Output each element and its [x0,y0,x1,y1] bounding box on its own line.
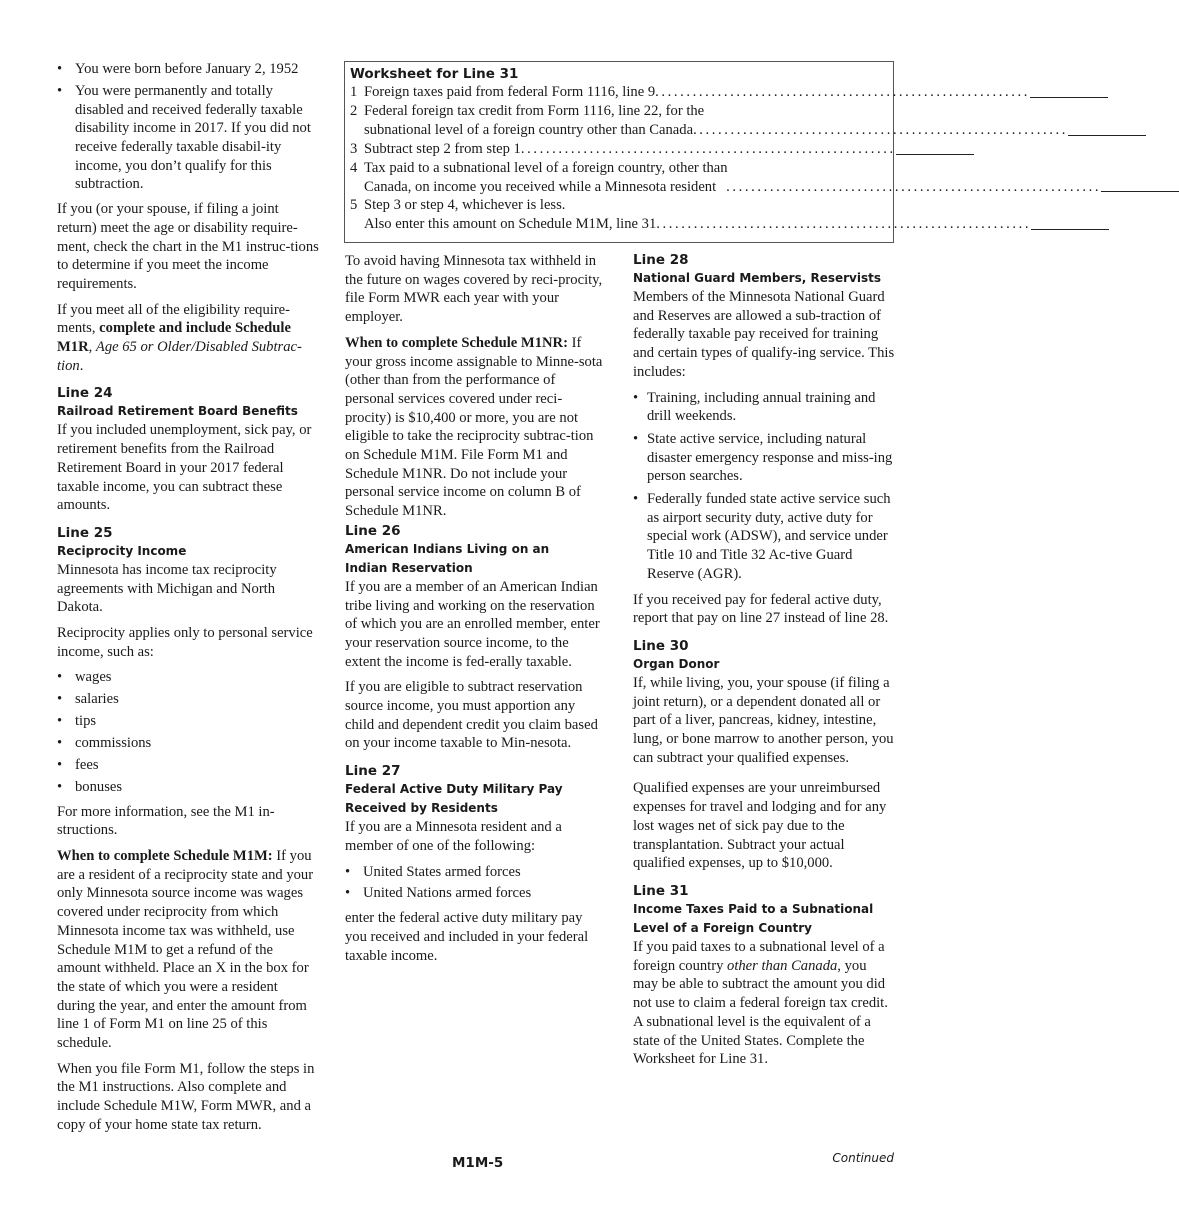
worksheet-entry-4[interactable] [1101,177,1179,192]
list-item: • You were born before January 2, 1952 [57,60,319,79]
service-list [633,389,895,584]
line-31-subheading-2: Level of a Foreign Country [633,920,813,935]
list-item: • United States armed forces [345,863,607,882]
worksheet-line-31 [344,61,1102,243]
m1m-paragraph: When to complete Schedule M1M: If you are a resident of a reciprocity state and your only Minnesota source income was wages covered under reciprocity from which Minnesota income tax was withheld, use Schedule M1M to get a refund of the amount withheld. Place an X in the box for the state of which you were a resident during the year, and enter the amount from line 1 of Form M1 on line 25 of this schedule. [57,848,314,1052]
column-3 [633,252,895,1076]
line-25-paragraph-2: Reciprocity applies only to personal service income, such as: [57,625,313,660]
worksheet-entry-3[interactable] [896,140,974,155]
list-item: • commissions [57,734,319,753]
line-28-paragraph: Members of the Minnesota National Guard and Reserves are allowed a sub-traction of federally taxable pay received for training and certain types of qualify-ing service. This includes: [633,289,895,380]
line-30-paragraph-2: Qualified expenses are your unreimbursed expenses for travel and lodging and for any lost wages net of sick pay due to the transplantation. Subtract your actual qualified expenses, up to $10,000. [633,780,887,872]
list-item: • bonuses [57,778,319,797]
line-27-subheading: Federal Active Duty Military Pay [345,782,563,797]
age-disability-paragraph: If you (or your spouse, if filing a joint return) meet the age or disability require-ment, check the chart in the M1 instruc-tions to determine if you meet the income requirements. [57,201,319,292]
line-28-heading: Line 28 [633,252,689,268]
file-m1-paragraph: When you file Form M1, follow the steps in the M1 instructions. Also complete and include Schedule M1W, Form MWR, and a copy of your home state tax return. [57,1060,315,1133]
line-30-paragraph: If, while living, you, your spouse (if filing a joint return), or a dependent donated all or part of a liver, pancreas, kidney, intestine, lung, or bone marrow to another person, you can subtract your qualified expenses. [633,674,894,766]
line-25-heading: Line 25 [57,524,113,541]
list-item: • fees [57,756,319,775]
continued-label: Continued [832,1151,894,1165]
income-list [57,668,319,796]
line-26-subheading: American Indians Living on an [345,541,550,556]
line-31-subheading: Income Taxes Paid to a Subnational [633,901,874,916]
line-26-paragraph-2: If you are eligible to subtract reservation source income, you must apportion any child and dependent credit you claim based on your income taxable to Min-nesota. [345,679,598,752]
list-item: • tips [57,712,319,731]
line-28-paragraph-2: If you received pay for federal active duty, report that pay on line 27 instead of line 28. [633,591,889,627]
worksheet-entry-5[interactable] [1031,215,1109,230]
line-26-heading: Line 26 [345,522,401,539]
list-item: • salaries [57,690,319,709]
column-1 [57,60,319,1142]
worksheet-line-5: 5 Step 3 or step 4, whichever is less. [350,197,566,214]
line-30-heading: Line 30 [633,637,689,654]
line-24-subheading: Railroad Retirement Board Benefits [57,404,298,419]
line-25-subheading: Reciprocity Income [57,543,187,558]
page-number: M1M-5 [452,1155,504,1171]
line-28-subheading: National Guard Members, Reservists [633,271,881,285]
list-item: • United Nations armed forces [345,884,607,903]
line-26-paragraph: If you are a member of an American Indian tribe living and working on the reservation of which you are an enrolled member, enter your reservation source income, to the extent the income is fed-erally taxable. [345,578,600,670]
eligibility-paragraph: If you meet all of the eligibility require-ments, complete and include Schedule M1R, Age 65 or Older/Disabled Subtrac-tion. [57,301,302,374]
eligibility-list [57,60,319,194]
worksheet-line-4b: Canada, on income you received while a Minnesota resident ............................................................ [350,177,887,196]
line-27-subheading-2: Received by Residents [345,801,498,816]
line-25-paragraph: Minnesota has income tax reciprocity agreements with Michigan and North Dakota. [57,561,277,616]
line-31-paragraph: If you paid taxes to a subnational level of a foreign country other than Canada, you may be able to subtract the amount you did not use to claim a federal foreign tax credit. A subnational level is the equivalent of a state of the United States. Complete the Worksheet for Line 31. [633,938,888,1068]
line-26-subheading-2: Indian Reservation [345,560,473,575]
worksheet-line-2b: subnational level of a foreign country other than Canada ............................................................ [350,121,887,140]
list-item: • You were permanently and totally disabled and received federally taxable disability income in 2017. If you did not receive federally taxable disabil-ity income, you don’t qualify for this subtraction. [57,82,319,194]
m1nr-paragraph: When to complete Schedule M1NR: If your gross income assignable to Minne-sota (other than from the performance of personal services covered under reci-procity) is $10,400 or more, you are not eligible to take the reciprocity subtrac-tion on Schedule M1M. File Form M1 and Schedule M1NR. Do not include your personal service income on column B of Schedule M1NR. [345,334,603,520]
line-27-paragraph-2: enter the federal active duty military pay you received and included in your federal taxable income. [345,910,589,964]
column-2 [345,252,607,972]
list-item: • Federally funded state active service such as airport security duty, active duty for special work (ADSW), and service under Title 10 and Title 32 Ac-tive Guard Reserve (AGR). [633,490,895,584]
worksheet-line-1: 1 Foreign taxes paid from federal Form 1116, line 9 ............................................................ [350,83,887,102]
worksheet-entry-1[interactable] [1030,83,1108,98]
worksheet-line-5b: Also enter this amount on Schedule M1M, line 31 ............................................................ [350,215,887,234]
list-item: • State active service, including natural disaster emergency response and miss-ing person searches. [633,430,895,486]
line-24-paragraph: If you included unemployment, sick pay, or retirement benefits from the Railroad Retirement Board in your 2017 federal taxable income, you can subtract these amounts. [57,422,312,514]
more-info-paragraph: For more information, see the M1 in-structions. [57,803,275,839]
mwr-paragraph: To avoid having Minnesota tax withheld in the future on wages covered by reci-procity, file Form MWR each year with your employer. [345,253,603,326]
line-27-paragraph: If you are a Minnesota resident and a member of one of the following: [345,819,562,854]
line-30-subheading: Organ Donor [633,656,720,671]
worksheet-line-2: 2 Federal foreign tax credit from Form 1116, line 22, for the [350,103,705,119]
forces-list [345,863,607,904]
worksheet-title: Worksheet for Line 31 [350,66,519,82]
list-item: • wages [57,668,319,687]
line-24-heading: Line 24 [57,385,113,402]
line-31-heading: Line 31 [633,882,689,899]
worksheet-line-4: 4 Tax paid to a subnational level of a foreign country, other than [350,159,728,176]
line-27-heading: Line 27 [345,763,401,780]
list-item: • Training, including annual training and drill weekends. [633,389,895,426]
worksheet-line-3: 3 Subtract step 2 from step 1 ............................................................ [350,140,887,159]
worksheet-entry-2[interactable] [1068,121,1146,136]
